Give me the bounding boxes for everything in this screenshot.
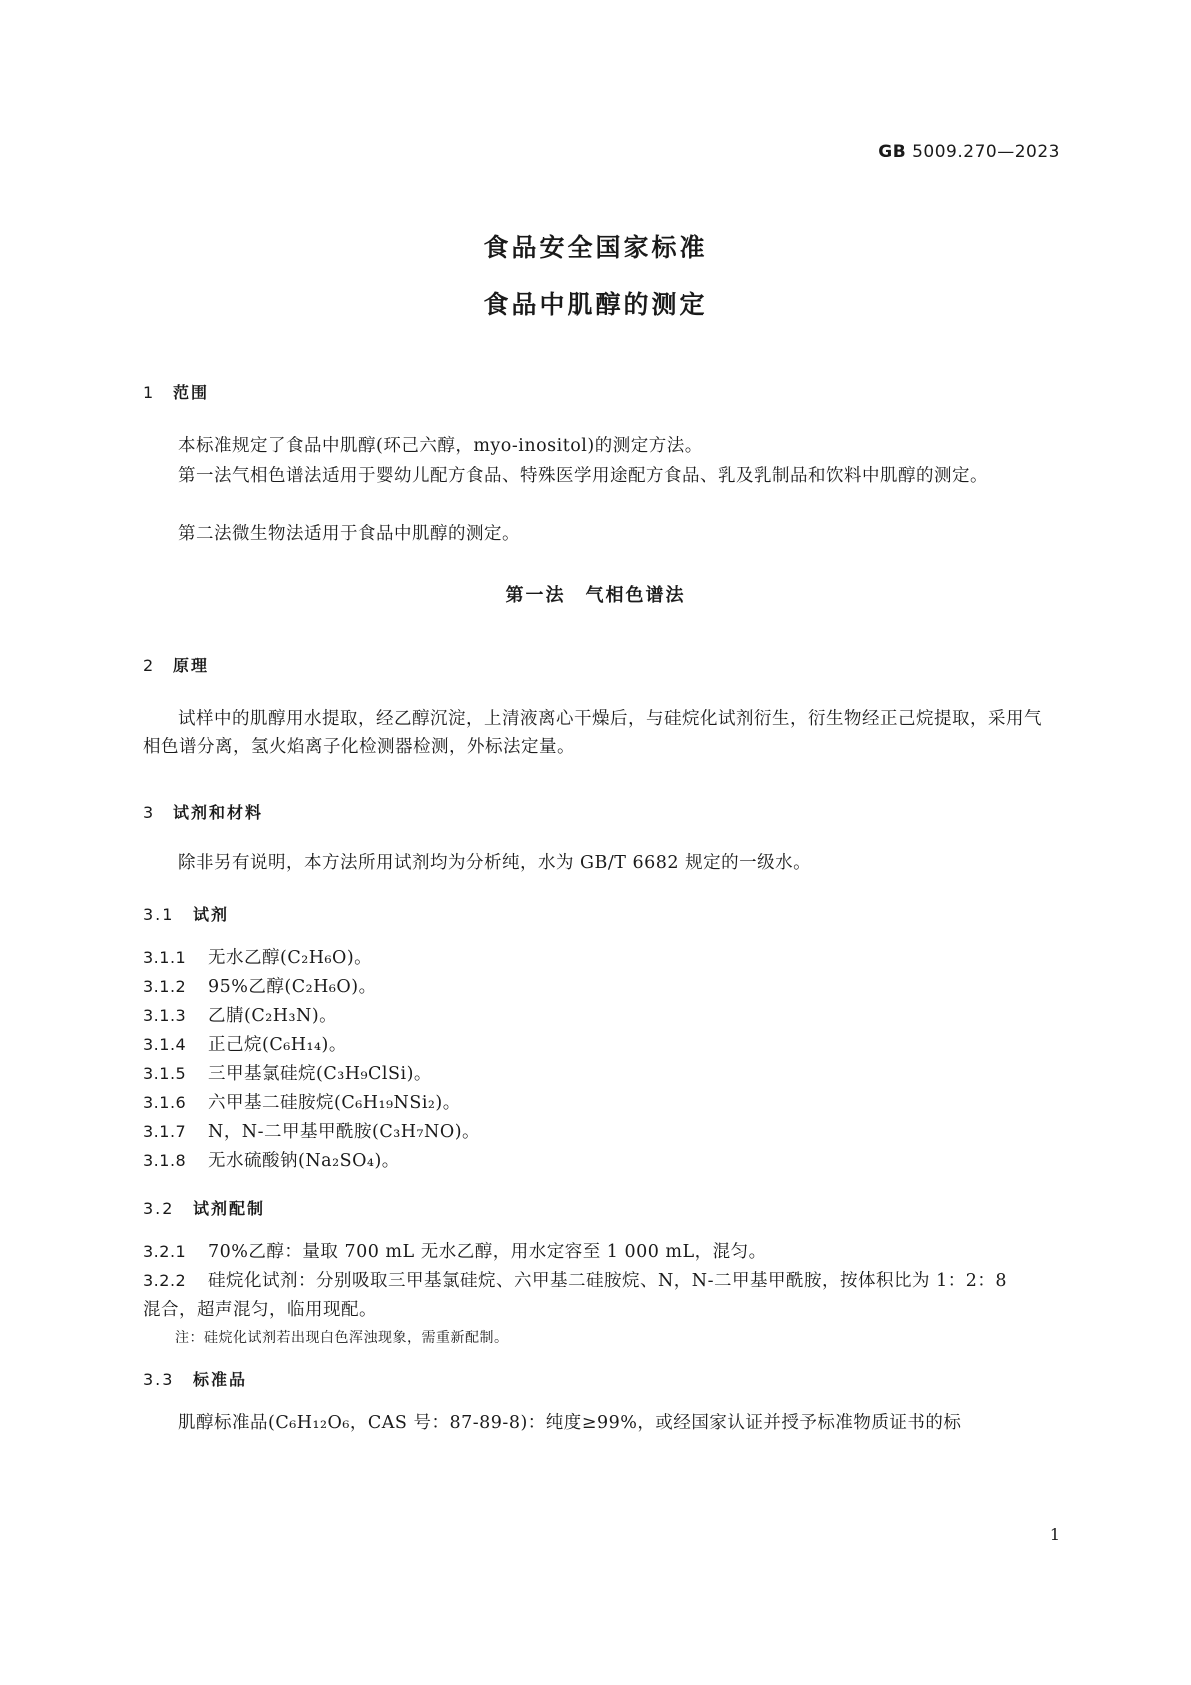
reagent-item	[143, 1060, 432, 1085]
subsection-title: 标准品	[193, 1370, 248, 1389]
page-number: 1	[1049, 1525, 1060, 1544]
scope-paragraph-2: 第一法气相色谱法适用于婴幼儿配方食品、特殊医学用途配方食品、乳及乳制品和饮料中肌醇的测定。	[178, 466, 988, 486]
item-number: 3.1.4	[143, 1035, 187, 1054]
document-title: 食品安全国家标准	[483, 233, 708, 262]
reagent-item	[143, 1147, 400, 1172]
section-2-heading	[143, 653, 209, 676]
subsection-number: 3.1	[143, 905, 175, 924]
reagent-item	[143, 944, 372, 969]
reagents-intro: 除非另有说明，本方法所用试剂均为分析纯，水为 GB/T 6682 规定的一级水。	[178, 853, 812, 873]
standard-prefix: GB	[878, 142, 907, 162]
section-number: 3	[143, 803, 156, 822]
item-number: 3.1.5	[143, 1064, 187, 1083]
reagent-item	[143, 973, 377, 998]
reagent-item	[143, 1002, 337, 1027]
item-number: 3.1.1	[143, 948, 187, 967]
subsection-3-1-heading	[143, 902, 229, 925]
item-text: 乙腈(C₂H₃N)。	[208, 1006, 338, 1026]
subsection-title: 试剂配制	[193, 1199, 266, 1218]
item-text: 70%乙醇：量取 700 mL 无水乙醇，用水定容至 1 000 mL，混匀。	[208, 1242, 767, 1262]
scope-paragraph-3: 第二法微生物法适用于食品中肌醇的测定。	[178, 524, 520, 544]
section-1-heading	[143, 380, 209, 403]
standard-number	[878, 142, 1060, 162]
standard-material-paragraph: 肌醇标准品(C₆H₁₂O₆，CAS 号：87-89-8)：纯度≥99%，或经国家认证并授予标准物质证书的标	[178, 1413, 962, 1433]
item-number: 3.1.8	[143, 1151, 187, 1170]
item-number: 3.1.7	[143, 1122, 187, 1141]
subsection-number: 3.2	[143, 1199, 175, 1218]
item-number: 3.1.3	[143, 1006, 187, 1025]
subsection-3-2-heading	[143, 1196, 265, 1219]
prep-item	[143, 1238, 767, 1263]
section-title: 试剂和材料	[173, 803, 264, 822]
item-text: 95%乙醇(C₂H₆O)。	[208, 977, 377, 997]
principle-paragraph: 试样中的肌醇用水提取，经乙醇沉淀，上清液离心干燥后，与硅烷化试剂衍生，衍生物经正己烷提取，采用气相色谱分离，氢火焰离子化检测器检测，外标法定量。	[143, 709, 1042, 757]
reagent-item	[143, 1089, 461, 1114]
subsection-title: 试剂	[193, 905, 230, 924]
item-text: 硅烷化试剂：分别吸取三甲基氯硅烷、六甲基二硅胺烷、N，N-二甲基甲酰胺，按体积比为 1：2：8	[208, 1271, 1007, 1291]
item-number: 3.2.2	[143, 1271, 187, 1290]
scope-paragraph-1: 本标准规定了食品中肌醇(环己六醇，myo-inositol)的测定方法。	[178, 436, 703, 456]
item-text: 三甲基氯硅烷(C₃H₉ClSi)。	[208, 1064, 432, 1084]
prep-item	[143, 1267, 1007, 1292]
prep-item-continuation: 混合，超声混匀，临用现配。	[143, 1300, 377, 1320]
item-number: 3.1.2	[143, 977, 187, 996]
section-3-heading	[143, 800, 263, 823]
standard-code: 5009.270—2023	[912, 142, 1060, 162]
item-text: 无水乙醇(C₂H₆O)。	[208, 948, 373, 968]
section-title: 范围	[173, 383, 210, 402]
subsection-number: 3.3	[143, 1370, 175, 1389]
item-text: N，N-二甲基甲酰胺(C₃H₇NO)。	[208, 1122, 481, 1142]
section-title: 原理	[173, 656, 210, 675]
reagent-item	[143, 1118, 480, 1143]
method-1-title: 第一法 气相色谱法	[505, 585, 686, 606]
item-number: 3.1.6	[143, 1093, 187, 1112]
document-subtitle: 食品中肌醇的测定	[483, 290, 708, 319]
item-text: 六甲基二硅胺烷(C₆H₁₉NSi₂)。	[208, 1093, 461, 1113]
reagent-item	[143, 1031, 347, 1056]
subsection-3-3-heading	[143, 1367, 247, 1390]
item-text: 正己烷(C₆H₁₄)。	[208, 1035, 347, 1055]
section-number: 2	[143, 656, 156, 675]
item-text: 无水硫酸钠(Na₂SO₄)。	[208, 1151, 400, 1171]
section-number: 1	[143, 383, 156, 402]
item-number: 3.2.1	[143, 1242, 187, 1261]
note: 注：硅烷化试剂若出现白色浑浊现象，需重新配制。	[175, 1330, 509, 1346]
